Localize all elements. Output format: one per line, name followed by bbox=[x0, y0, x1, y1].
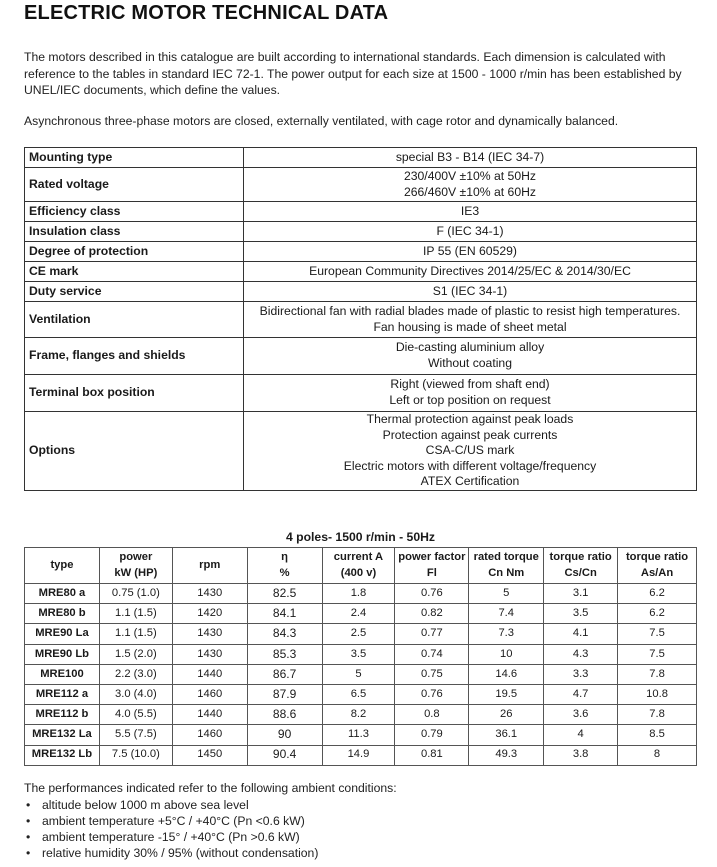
perf-cell: 0.79 bbox=[395, 725, 469, 745]
perf-header-line: % bbox=[279, 566, 290, 579]
perf-header-line: rpm bbox=[199, 558, 221, 571]
condition-text: ambient temperature +5°C / +40°C (Pn <0.6 kW) bbox=[42, 814, 305, 828]
perf-header-line: Cs/Cn bbox=[564, 566, 597, 579]
perf-column-header bbox=[395, 548, 469, 584]
perf-cell: 1440 bbox=[172, 705, 247, 725]
perf-column-header bbox=[544, 548, 618, 584]
intro-paragraph: The motors described in this catalogue are built according to international standards. Each dimension is calculated with reference to the tables in standard IEC 72-1. The power output for each size at 1500 - 1000 r/min has been established by UNEL/IEC documents, which define the values. bbox=[24, 50, 682, 97]
spec-value-line: Left or top position on request bbox=[389, 393, 551, 407]
spec-row bbox=[25, 282, 697, 302]
perf-header-line: Fl bbox=[426, 566, 437, 579]
perf-header-line: As/An bbox=[640, 566, 674, 579]
list-item bbox=[24, 797, 318, 813]
table-row bbox=[25, 664, 697, 684]
spec-value-line: Bidirectional fan with radial blades made of plastic to resist high temperatures. bbox=[259, 303, 681, 318]
perf-cell: 3.3 bbox=[544, 664, 618, 684]
spec-row bbox=[25, 262, 697, 282]
table-row bbox=[25, 624, 697, 644]
spec-label: Efficiency class bbox=[25, 202, 244, 222]
spec-row bbox=[25, 375, 697, 412]
perf-cell: 0.75 bbox=[395, 664, 469, 684]
motor-type-cell: MRE132 Lb bbox=[25, 745, 100, 765]
perf-cell: 3.8 bbox=[544, 745, 618, 765]
condition-text: relative humidity 30% / 95% (without condensation) bbox=[42, 846, 319, 860]
list-item bbox=[24, 845, 318, 861]
table-row bbox=[25, 604, 697, 624]
bullet-icon: • bbox=[26, 798, 31, 812]
list-item bbox=[24, 829, 318, 845]
perf-column-header bbox=[25, 548, 100, 584]
perf-cell: 8.5 bbox=[618, 725, 697, 745]
perf-cell: 1.1 (1.5) bbox=[99, 604, 172, 624]
spec-label: Degree of protection bbox=[25, 242, 244, 262]
perf-column-header bbox=[99, 548, 172, 584]
spec-value bbox=[244, 338, 697, 375]
bullet-icon: • bbox=[26, 846, 31, 860]
performance-table bbox=[24, 547, 697, 766]
spec-value bbox=[244, 148, 697, 168]
perf-header-line: rated torque bbox=[473, 551, 539, 564]
perf-header-line: power bbox=[119, 551, 153, 564]
condition-text: altitude below 1000 m above sea level bbox=[42, 798, 249, 812]
perf-header-line: (400 v) bbox=[340, 566, 377, 579]
perf-cell: 36.1 bbox=[469, 725, 544, 745]
spec-row bbox=[25, 222, 697, 242]
spec-label: Terminal box position bbox=[25, 375, 244, 412]
perf-cell: 1.8 bbox=[322, 584, 395, 604]
spec-table bbox=[24, 147, 697, 491]
motor-type-cell: MRE100 bbox=[25, 664, 100, 684]
table-row bbox=[25, 745, 697, 765]
spec-label: Frame, flanges and shields bbox=[25, 338, 244, 375]
perf-table-title: 4 poles- 1500 r/min - 50Hz bbox=[285, 530, 436, 544]
bullet-icon: • bbox=[26, 830, 31, 844]
perf-cell: 7.5 bbox=[618, 624, 697, 644]
perf-cell: 1440 bbox=[172, 664, 247, 684]
perf-cell: 7.3 bbox=[469, 624, 544, 644]
perf-cell: 3.5 bbox=[544, 604, 618, 624]
motor-type-cell: MRE80 b bbox=[25, 604, 100, 624]
spec-value-line: European Community Directives 2014/25/EC & 2014/30/EC bbox=[309, 263, 631, 278]
spec-value-line: 266/460V ±10% at 60Hz bbox=[403, 184, 537, 199]
spec-row bbox=[25, 412, 697, 491]
table-row bbox=[25, 644, 697, 664]
perf-cell: 5 bbox=[469, 584, 544, 604]
spec-row bbox=[25, 338, 697, 375]
perf-cell: 1430 bbox=[172, 584, 247, 604]
motor-type-cell: MRE90 La bbox=[25, 624, 100, 644]
perf-cell: 19.5 bbox=[469, 684, 544, 704]
spec-label: Duty service bbox=[25, 282, 244, 302]
spec-label: Options bbox=[25, 412, 244, 491]
perf-cell: 6.2 bbox=[618, 584, 697, 604]
motor-type-cell: MRE80 a bbox=[25, 584, 100, 604]
perf-cell: 1430 bbox=[172, 644, 247, 664]
perf-column-header bbox=[618, 548, 697, 584]
perf-cell: 26 bbox=[469, 705, 544, 725]
perf-cell: 2.4 bbox=[322, 604, 395, 624]
spec-value bbox=[244, 412, 697, 491]
perf-cell: 3.0 (4.0) bbox=[99, 684, 172, 704]
motor-type-cell: MRE132 La bbox=[25, 725, 100, 745]
perf-cell: 4.3 bbox=[544, 644, 618, 664]
perf-cell: 7.8 bbox=[618, 664, 697, 684]
perf-cell: 0.74 bbox=[395, 644, 469, 664]
conditions-title: The performances indicated refer to the following ambient conditions: bbox=[24, 781, 397, 795]
perf-cell: 4.0 (5.5) bbox=[99, 705, 172, 725]
perf-cell: 3.5 bbox=[322, 644, 395, 664]
perf-header-line: torque ratio bbox=[549, 551, 612, 564]
perf-cell: 82.5 bbox=[247, 584, 322, 604]
spec-value-line: ATEX Certification bbox=[420, 474, 520, 489]
spec-row bbox=[25, 148, 697, 168]
spec-label: Rated voltage bbox=[25, 168, 244, 202]
spec-value bbox=[244, 282, 697, 302]
spec-value bbox=[244, 242, 697, 262]
perf-cell: 1450 bbox=[172, 745, 247, 765]
perf-header-line: type bbox=[50, 558, 74, 571]
table-row bbox=[25, 705, 697, 725]
table-row bbox=[25, 584, 697, 604]
perf-cell: 11.3 bbox=[322, 725, 395, 745]
spec-label: CE mark bbox=[25, 262, 244, 282]
perf-cell: 7.5 (10.0) bbox=[99, 745, 172, 765]
perf-cell: 6.2 bbox=[618, 604, 697, 624]
perf-cell: 3.1 bbox=[544, 584, 618, 604]
perf-cell: 88.6 bbox=[247, 705, 322, 725]
perf-cell: 5 bbox=[322, 664, 395, 684]
spec-label: Mounting type bbox=[25, 148, 244, 168]
perf-cell: 8.2 bbox=[322, 705, 395, 725]
spec-value bbox=[244, 168, 697, 202]
perf-cell: 0.75 (1.0) bbox=[99, 584, 172, 604]
perf-cell: 2.5 bbox=[322, 624, 395, 644]
spec-value-line: special B3 - B14 (IEC 34-7) bbox=[395, 149, 545, 164]
spec-value-line: Electric motors with different voltage/frequency bbox=[343, 458, 597, 473]
perf-column-header bbox=[469, 548, 544, 584]
perf-cell: 8 bbox=[618, 745, 697, 765]
perf-cell: 0.82 bbox=[395, 604, 469, 624]
perf-cell: 84.3 bbox=[247, 624, 322, 644]
spec-value bbox=[244, 375, 697, 412]
perf-header-line: power factor bbox=[398, 551, 466, 564]
perf-cell: 7.5 bbox=[618, 644, 697, 664]
spec-value-line: Right (viewed from shaft end) bbox=[390, 377, 550, 392]
perf-cell: 1.1 (1.5) bbox=[99, 624, 172, 644]
perf-cell: 86.7 bbox=[247, 664, 322, 684]
perf-cell: 3.6 bbox=[544, 705, 618, 725]
perf-cell: 7.8 bbox=[618, 705, 697, 725]
spec-value bbox=[244, 202, 697, 222]
spec-value-line: 230/400V ±10% at 50Hz bbox=[403, 168, 537, 183]
perf-header-row bbox=[25, 548, 697, 584]
motor-type-cell: MRE112 b bbox=[25, 705, 100, 725]
spec-value-line: IP 55 (EN 60529) bbox=[423, 243, 517, 258]
perf-cell: 0.76 bbox=[395, 584, 469, 604]
spec-value-line: S1 (IEC 34-1) bbox=[432, 283, 508, 298]
perf-column-header bbox=[172, 548, 247, 584]
perf-cell: 7.4 bbox=[469, 604, 544, 624]
perf-cell: 4.7 bbox=[544, 684, 618, 704]
perf-cell: 1420 bbox=[172, 604, 247, 624]
perf-cell: 10 bbox=[469, 644, 544, 664]
perf-cell: 4.1 bbox=[544, 624, 618, 644]
spec-label: Insulation class bbox=[25, 222, 244, 242]
spec-value bbox=[244, 262, 697, 282]
spec-value-line: IE3 bbox=[460, 203, 480, 218]
page-title: ELECTRIC MOTOR TECHNICAL DATA bbox=[24, 2, 389, 24]
spec-label: Ventilation bbox=[25, 302, 244, 338]
perf-cell: 5.5 (7.5) bbox=[99, 725, 172, 745]
perf-header-line: torque ratio bbox=[625, 551, 689, 564]
spec-value-line: F (IEC 34-1) bbox=[436, 223, 504, 238]
spec-value-line: Die-casting aluminium alloy bbox=[395, 340, 545, 355]
perf-cell: 10.8 bbox=[618, 684, 697, 704]
spec-row bbox=[25, 302, 697, 338]
spec-row bbox=[25, 168, 697, 202]
spec-row bbox=[25, 202, 697, 222]
perf-cell: 85.3 bbox=[247, 644, 322, 664]
perf-cell: 4 bbox=[544, 725, 618, 745]
perf-cell: 0.77 bbox=[395, 624, 469, 644]
perf-cell: 1.5 (2.0) bbox=[99, 644, 172, 664]
bullet-icon: • bbox=[26, 814, 31, 828]
spec-value-line: CSA-C/US mark bbox=[425, 443, 515, 458]
perf-cell: 0.76 bbox=[395, 684, 469, 704]
motor-type-cell: MRE90 Lb bbox=[25, 644, 100, 664]
perf-cell: 87.9 bbox=[247, 684, 322, 704]
perf-header-line: current A bbox=[333, 551, 384, 564]
spec-row bbox=[25, 242, 697, 262]
perf-cell: 0.81 bbox=[395, 745, 469, 765]
perf-header-line: Cn Nm bbox=[488, 566, 525, 579]
conditions-list bbox=[24, 797, 318, 861]
spec-value bbox=[244, 302, 697, 338]
perf-cell: 49.3 bbox=[469, 745, 544, 765]
perf-cell: 2.2 (3.0) bbox=[99, 664, 172, 684]
spec-value-line: Fan housing is made of sheet metal bbox=[373, 319, 567, 334]
table-row bbox=[25, 725, 697, 745]
perf-cell: 1460 bbox=[172, 684, 247, 704]
spec-value-line: Protection against peak currents bbox=[382, 427, 558, 442]
perf-cell: 6.5 bbox=[322, 684, 395, 704]
table-row bbox=[25, 684, 697, 704]
motor-type-cell: MRE112 a bbox=[25, 684, 100, 704]
motor-description: Asynchronous three-phase motors are closed, externally ventilated, with cage rotor and dynamically balanced. bbox=[24, 114, 619, 128]
perf-header-line: η bbox=[281, 551, 288, 564]
list-item bbox=[24, 813, 318, 829]
perf-header-line: kW (HP) bbox=[114, 566, 158, 579]
perf-column-header bbox=[247, 548, 322, 584]
spec-value-line: Thermal protection against peak loads bbox=[366, 412, 574, 426]
perf-cell: 1430 bbox=[172, 624, 247, 644]
condition-text: ambient temperature -15° / +40°C (Pn >0.6 kW) bbox=[42, 830, 300, 844]
perf-cell: 0.8 bbox=[395, 705, 469, 725]
spec-value-line: Without coating bbox=[427, 356, 512, 370]
perf-cell: 90.4 bbox=[247, 745, 322, 765]
perf-cell: 90 bbox=[247, 725, 322, 745]
perf-cell: 1460 bbox=[172, 725, 247, 745]
perf-cell: 14.6 bbox=[469, 664, 544, 684]
perf-cell: 84.1 bbox=[247, 604, 322, 624]
perf-cell: 14.9 bbox=[322, 745, 395, 765]
spec-value bbox=[244, 222, 697, 242]
perf-column-header bbox=[322, 548, 395, 584]
